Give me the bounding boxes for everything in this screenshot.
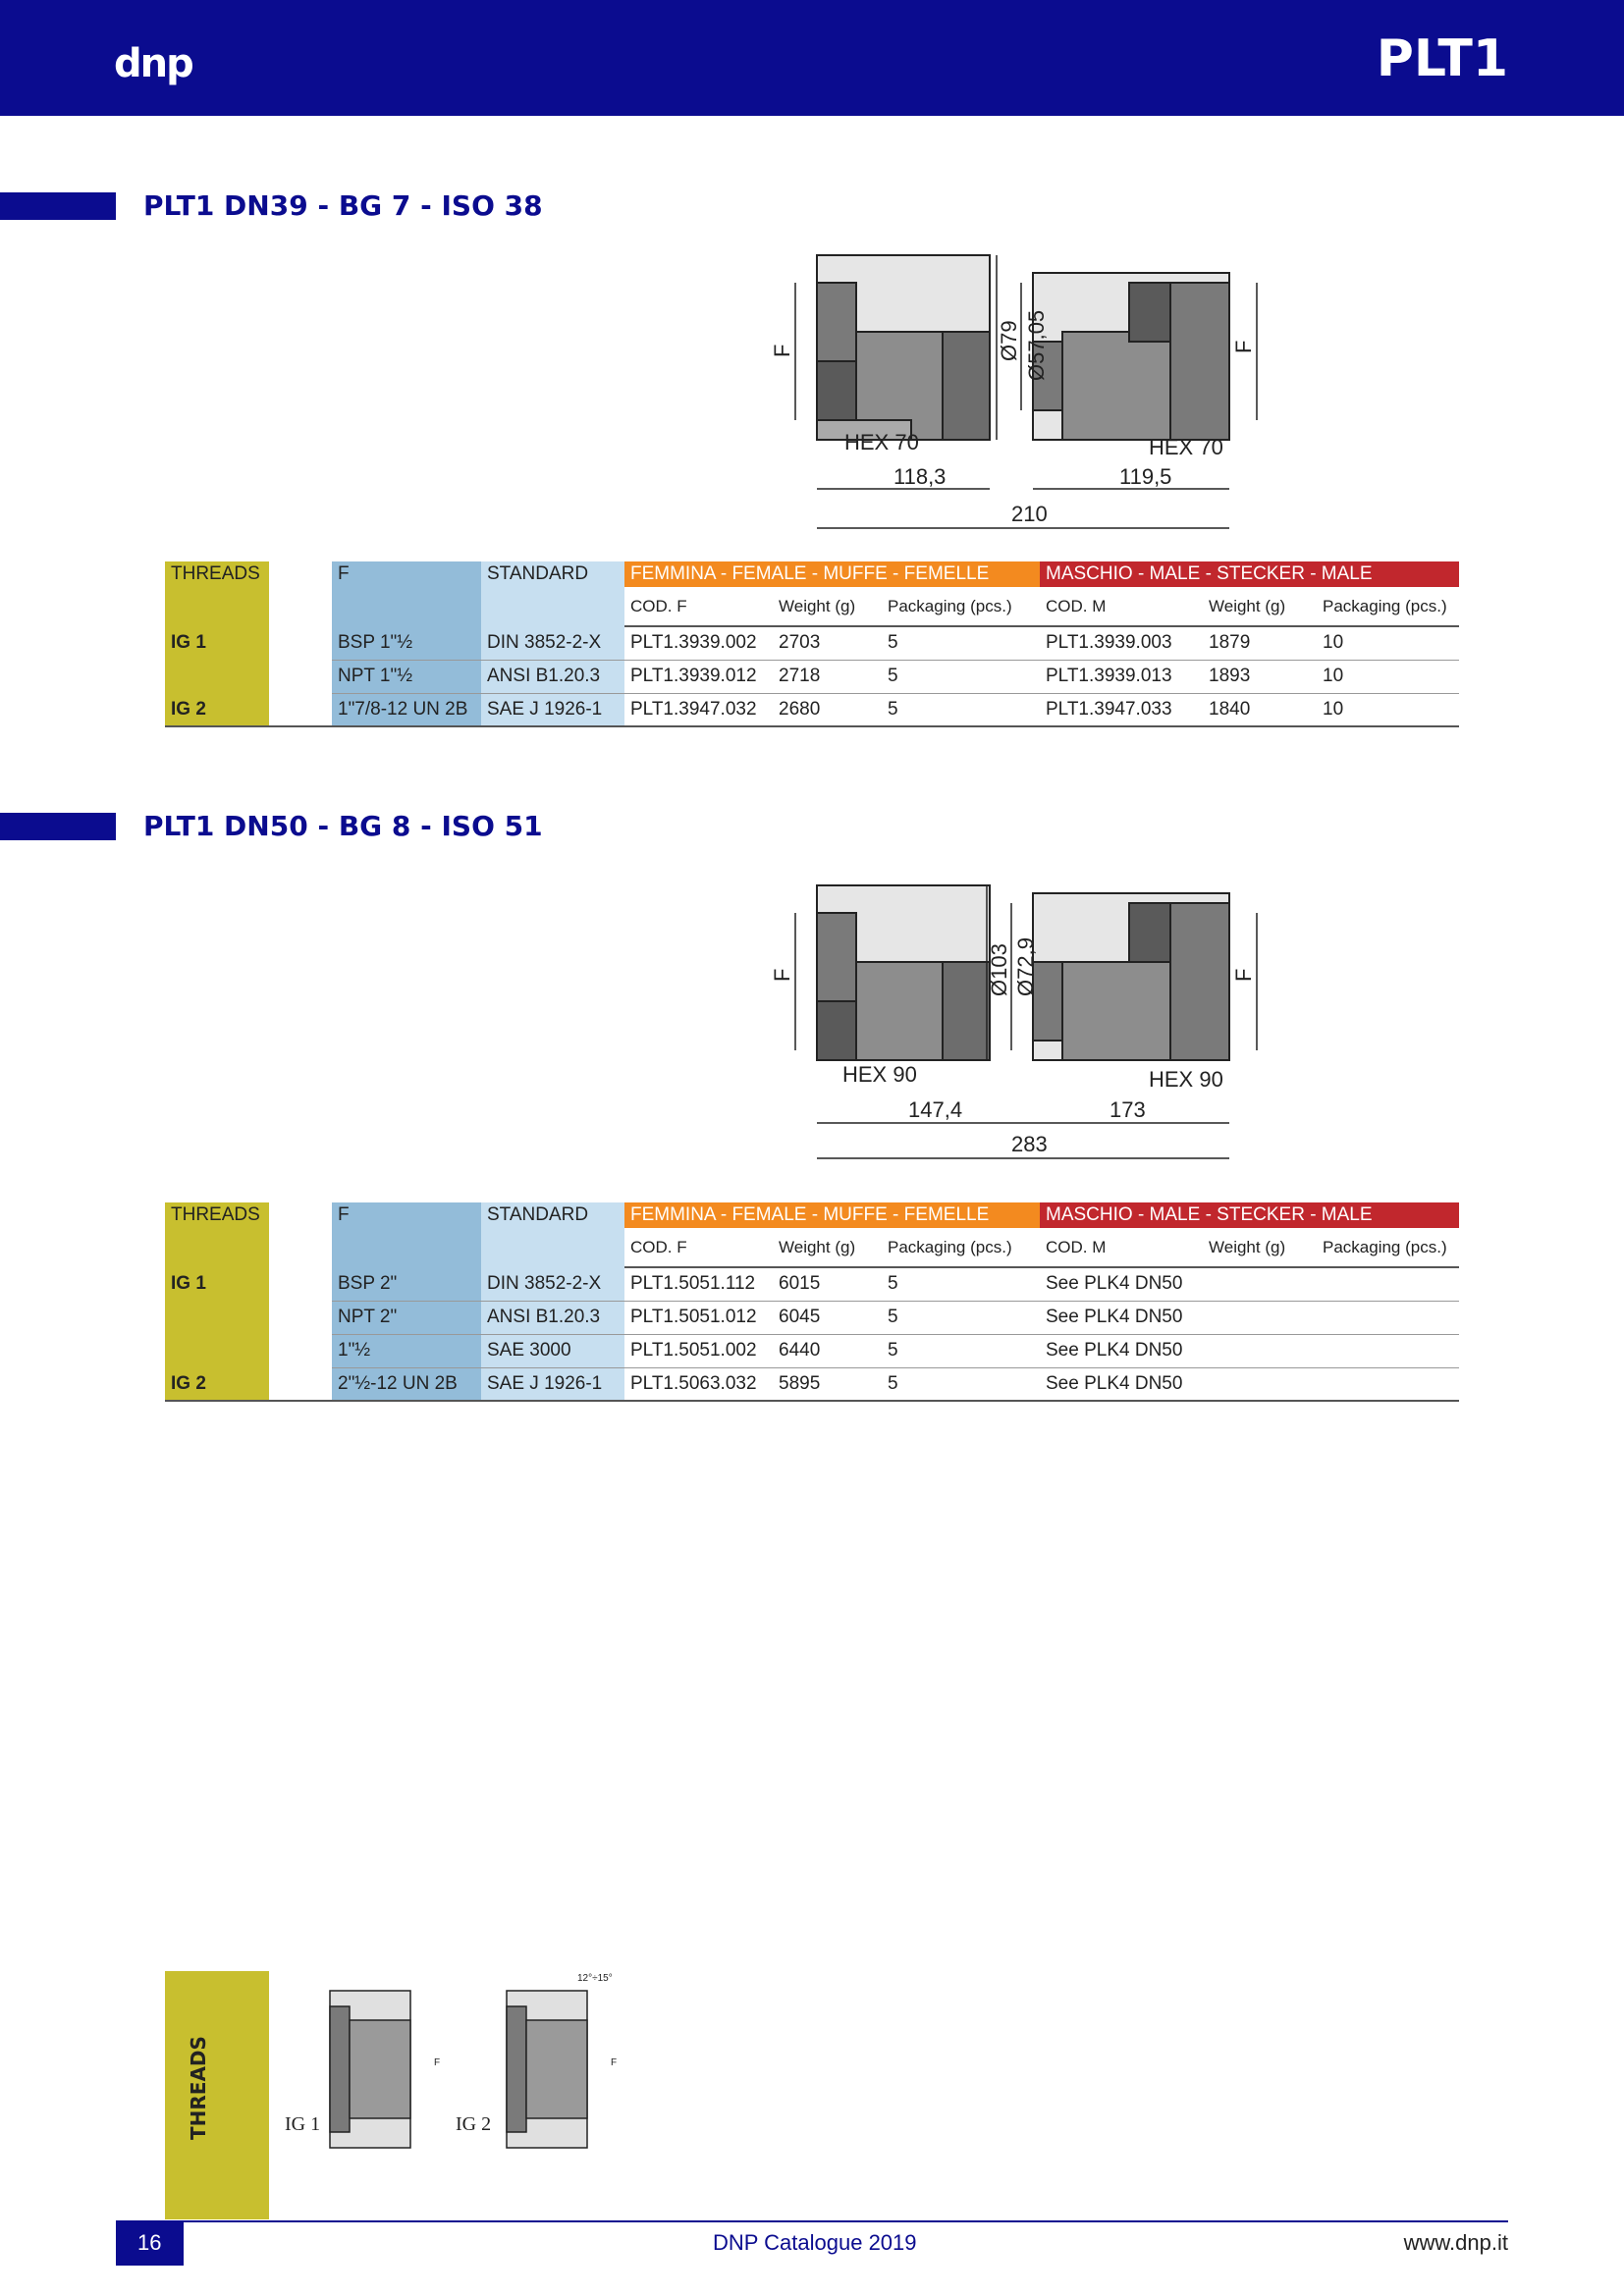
thread-cell bbox=[165, 660, 269, 693]
standard-cell: DIN 3852-2-X bbox=[481, 626, 624, 660]
page-number: 16 bbox=[137, 2230, 162, 2255]
section-title: PLT1 DN39 - BG 7 - ISO 38 bbox=[143, 189, 543, 222]
subheader-weight-f: Weight (g) bbox=[773, 1228, 882, 1267]
weight-m-cell bbox=[1203, 1367, 1317, 1401]
product-code: PLT1 bbox=[1376, 29, 1508, 88]
weight-f-cell: 2718 bbox=[773, 660, 882, 693]
weight-m-cell bbox=[1203, 1267, 1317, 1301]
thread-f-right: F bbox=[1231, 968, 1256, 982]
subheader-weight-m: Weight (g) bbox=[1203, 1228, 1317, 1267]
standard-cell: DIN 3852-2-X bbox=[481, 1267, 624, 1301]
weight-m-cell bbox=[1203, 1301, 1317, 1334]
diameter-outer: Ø79 bbox=[997, 320, 1021, 361]
weight-m-cell: 1879 bbox=[1203, 626, 1317, 660]
f-cell: BSP 1"½ bbox=[332, 626, 481, 660]
weight-m-cell: 1893 bbox=[1203, 660, 1317, 693]
pack-m-cell: 10 bbox=[1317, 660, 1459, 693]
subheader-cod-f: COD. F bbox=[624, 1228, 773, 1267]
thread-cell: IG 1 bbox=[165, 1267, 269, 1301]
threads-legend-column bbox=[165, 1971, 269, 2219]
spec-table-dn39 bbox=[165, 561, 1459, 727]
hex-label-female: HEX 90 bbox=[842, 1062, 917, 1087]
dnp-logo: dnp bbox=[114, 41, 192, 86]
length-total: 210 bbox=[1011, 502, 1048, 526]
header-f: F bbox=[332, 1202, 481, 1228]
f-cell: 2"½-12 UN 2B bbox=[332, 1367, 481, 1401]
table-header-row bbox=[165, 1202, 1459, 1228]
weight-f-cell: 6045 bbox=[773, 1301, 882, 1334]
pack-f-cell: 5 bbox=[882, 1367, 1040, 1401]
threads-legend-label: THREADS bbox=[187, 2036, 210, 2140]
subheader-cod-m: COD. M bbox=[1040, 587, 1203, 626]
ig1-f-label: F bbox=[434, 2057, 441, 2068]
thread-cell: IG 2 bbox=[165, 693, 269, 726]
pack-m-cell bbox=[1317, 1267, 1459, 1301]
header-male: MASCHIO - MALE - STECKER - MALE bbox=[1040, 1202, 1459, 1228]
weight-f-cell: 2680 bbox=[773, 693, 882, 726]
spec-table-dn50 bbox=[165, 1202, 1459, 1402]
header-female: FEMMINA - FEMALE - MUFFE - FEMELLE bbox=[624, 1202, 1040, 1228]
length-female: 147,4 bbox=[908, 1097, 963, 1122]
diameter-inner: Ø72,9 bbox=[1013, 937, 1038, 996]
cod-m-cell: PLT1.3947.033 bbox=[1040, 693, 1203, 726]
table-subheader-row bbox=[165, 587, 1459, 626]
coupling-drawing-dn50 bbox=[766, 874, 1473, 1168]
table-row bbox=[165, 1267, 1459, 1301]
length-female: 118,3 bbox=[893, 464, 947, 489]
pack-m-cell bbox=[1317, 1367, 1459, 1401]
standard-cell: SAE J 1926-1 bbox=[481, 693, 624, 726]
cod-m-cell: See PLK4 DN50 bbox=[1040, 1367, 1203, 1401]
footer-catalogue-title: DNP Catalogue 2019 bbox=[713, 2230, 917, 2255]
pack-f-cell: 5 bbox=[882, 693, 1040, 726]
f-cell: NPT 1"½ bbox=[332, 660, 481, 693]
table-row bbox=[165, 626, 1459, 660]
table-row bbox=[165, 693, 1459, 726]
subheader-pack-m: Packaging (pcs.) bbox=[1317, 587, 1459, 626]
thread-cell: IG 1 bbox=[165, 626, 269, 660]
weight-f-cell: 2703 bbox=[773, 626, 882, 660]
cod-f-cell: PLT1.3939.012 bbox=[624, 660, 773, 693]
section-title: PLT1 DN50 - BG 8 - ISO 51 bbox=[143, 810, 543, 842]
f-cell: NPT 2" bbox=[332, 1301, 481, 1334]
section-marker bbox=[0, 813, 116, 840]
header-threads: THREADS bbox=[165, 561, 269, 587]
standard-cell: SAE 3000 bbox=[481, 1334, 624, 1367]
table-row bbox=[165, 1301, 1459, 1334]
table-header-row bbox=[165, 561, 1459, 587]
footer-divider bbox=[116, 2220, 1508, 2222]
header-female: FEMMINA - FEMALE - MUFFE - FEMELLE bbox=[624, 561, 1040, 587]
table-row bbox=[165, 1334, 1459, 1367]
cod-f-cell: PLT1.5051.012 bbox=[624, 1301, 773, 1334]
diameter-outer: Ø103 bbox=[987, 943, 1011, 996]
subheader-pack-f: Packaging (pcs.) bbox=[882, 587, 1040, 626]
cod-m-cell: See PLK4 DN50 bbox=[1040, 1301, 1203, 1334]
cod-m-cell: See PLK4 DN50 bbox=[1040, 1334, 1203, 1367]
subheader-pack-f: Packaging (pcs.) bbox=[882, 1228, 1040, 1267]
header-f: F bbox=[332, 561, 481, 587]
hex-label-male: HEX 90 bbox=[1149, 1067, 1223, 1092]
cod-f-cell: PLT1.5051.112 bbox=[624, 1267, 773, 1301]
header-standard: STANDARD bbox=[481, 1202, 624, 1228]
footer-website: www.dnp.it bbox=[1403, 2230, 1508, 2255]
length-total: 283 bbox=[1011, 1132, 1048, 1156]
header-standard: STANDARD bbox=[481, 561, 624, 587]
cod-f-cell: PLT1.5051.002 bbox=[624, 1334, 773, 1367]
header-male: MASCHIO - MALE - STECKER - MALE bbox=[1040, 561, 1459, 587]
cod-f-cell: PLT1.3939.002 bbox=[624, 626, 773, 660]
hex-label-male: HEX 70 bbox=[1149, 435, 1223, 459]
weight-f-cell: 6015 bbox=[773, 1267, 882, 1301]
weight-f-cell: 5895 bbox=[773, 1367, 882, 1401]
thread-cell bbox=[165, 1334, 269, 1367]
table-row bbox=[165, 660, 1459, 693]
thread-cell bbox=[165, 1301, 269, 1334]
standard-cell: ANSI B1.20.3 bbox=[481, 660, 624, 693]
ig1-label: IG 1 bbox=[285, 2113, 321, 2135]
pack-m-cell bbox=[1317, 1334, 1459, 1367]
cod-m-cell: PLT1.3939.013 bbox=[1040, 660, 1203, 693]
male-coupling-shape bbox=[1033, 893, 1229, 1060]
female-coupling-shape bbox=[817, 885, 990, 1060]
cod-m-cell: PLT1.3939.003 bbox=[1040, 626, 1203, 660]
subheader-weight-m: Weight (g) bbox=[1203, 587, 1317, 626]
weight-f-cell: 6440 bbox=[773, 1334, 882, 1367]
table-subheader-row bbox=[165, 1228, 1459, 1267]
ig1-thread-shape bbox=[330, 1991, 410, 2148]
header-threads: THREADS bbox=[165, 1202, 269, 1228]
ig2-thread-shape bbox=[507, 1991, 587, 2148]
male-coupling-shape bbox=[1033, 273, 1229, 440]
cod-f-cell: PLT1.5063.032 bbox=[624, 1367, 773, 1401]
cod-m-cell: See PLK4 DN50 bbox=[1040, 1267, 1203, 1301]
female-coupling-shape bbox=[817, 255, 990, 440]
thread-f-left: F bbox=[770, 968, 794, 982]
table-row bbox=[165, 1367, 1459, 1401]
thread-cell: IG 2 bbox=[165, 1367, 269, 1401]
threads-legend-drawing bbox=[275, 1971, 648, 2158]
pack-m-cell bbox=[1317, 1301, 1459, 1334]
standard-cell: SAE J 1926-1 bbox=[481, 1367, 624, 1401]
pack-m-cell: 10 bbox=[1317, 693, 1459, 726]
pack-f-cell: 5 bbox=[882, 660, 1040, 693]
angle-label: 12°÷15° bbox=[577, 1973, 613, 1984]
hex-label-female: HEX 70 bbox=[844, 430, 919, 454]
ig2-label: IG 2 bbox=[456, 2113, 492, 2135]
length-male: 173 bbox=[1110, 1097, 1146, 1122]
length-male: 119,5 bbox=[1119, 464, 1172, 489]
subheader-cod-m: COD. M bbox=[1040, 1228, 1203, 1267]
diameter-inner: Ø57,05 bbox=[1024, 309, 1049, 381]
weight-m-cell: 1840 bbox=[1203, 693, 1317, 726]
thread-f-right: F bbox=[1231, 340, 1256, 353]
thread-f-left: F bbox=[770, 344, 794, 357]
f-cell: BSP 2" bbox=[332, 1267, 481, 1301]
pack-f-cell: 5 bbox=[882, 1301, 1040, 1334]
subheader-cod-f: COD. F bbox=[624, 587, 773, 626]
weight-m-cell bbox=[1203, 1334, 1317, 1367]
coupling-drawing-dn39 bbox=[766, 243, 1473, 538]
pack-f-cell: 5 bbox=[882, 1334, 1040, 1367]
pack-f-cell: 5 bbox=[882, 1267, 1040, 1301]
f-cell: 1"½ bbox=[332, 1334, 481, 1367]
cod-f-cell: PLT1.3947.032 bbox=[624, 693, 773, 726]
pack-f-cell: 5 bbox=[882, 626, 1040, 660]
subheader-weight-f: Weight (g) bbox=[773, 587, 882, 626]
section-marker bbox=[0, 192, 116, 220]
standard-cell: ANSI B1.20.3 bbox=[481, 1301, 624, 1334]
ig2-f-label: F bbox=[611, 2057, 618, 2068]
f-cell: 1"7/8-12 UN 2B bbox=[332, 693, 481, 726]
header-bar bbox=[0, 0, 1624, 116]
subheader-pack-m: Packaging (pcs.) bbox=[1317, 1228, 1459, 1267]
pack-m-cell: 10 bbox=[1317, 626, 1459, 660]
